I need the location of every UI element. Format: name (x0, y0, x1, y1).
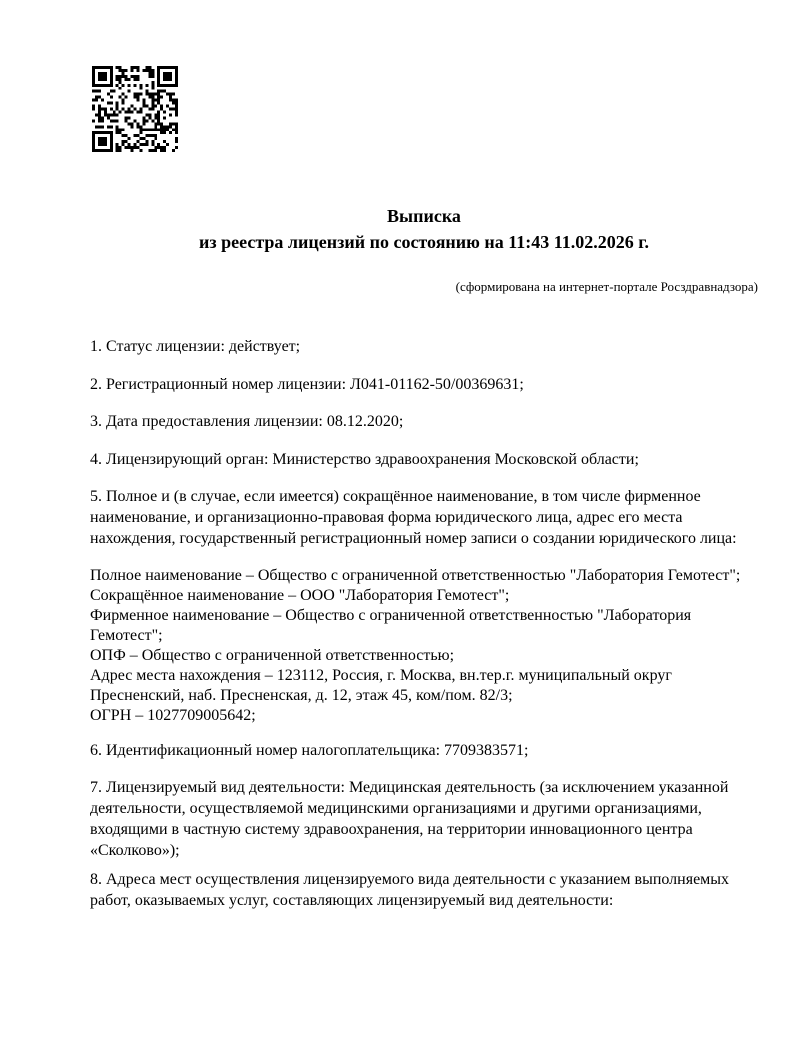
item-license-status: 1. Статус лицензии: действует; (90, 338, 301, 355)
item-activity-type: 7. Лицензируемый вид деятельности: Медицинская деятельность (за исключением указанной деятельности, осуществляемой медицинскими организациями и другими организациями, входящими в частную систему здравоохранения, на территории инновационного центра «Сколково»); (90, 779, 729, 859)
detail-full-name: Полное наименование – Общество с ограниченной ответственностью "Лаборатория Гемотест"; (90, 566, 741, 584)
item-inn: 6. Идентификационный номер налогоплательщика: 7709383571; (90, 741, 529, 759)
detail-short-name: Сокращённое наименование – ООО "Лаборатория Гемотест"; (90, 586, 510, 604)
detail-address: Адрес места нахождения – 123112, Россия, г. Москва, вн.тер.г. муниципальный округ Пресненский, наб. Пресненская, д. 12, этаж 45, ком/пом. 82/3; (90, 666, 672, 704)
detail-brand-name: Фирменное наименование – Общество с ограниченной ответственностью "Лаборатория Гемотест"; (90, 606, 692, 644)
item-grant-date: 3. Дата предоставления лицензии: 08.12.2020; (90, 413, 404, 430)
item-licensing-authority: 4. Лицензирующий орган: Министерство здравоохранения Московской области; (90, 450, 639, 468)
title-line-2: из реестра лицензий по состоянию на 11:43 11.02.2026 г. (199, 232, 649, 252)
document-content (90, 203, 758, 928)
document-title (90, 203, 758, 255)
item-registration-number: 2. Регистрационный номер лицензии: Л041-01162-50/00369631; (90, 375, 524, 393)
detail-opf: ОПФ – Общество с ограниченной ответственностью; (90, 646, 455, 664)
detail-ogrn: ОГРН – 1027709005642; (90, 706, 256, 724)
qr-code-icon (92, 66, 178, 152)
document-body (90, 336, 758, 911)
formation-note: (сформирована на интернет-портале Росздравнадзора) (455, 279, 758, 294)
title-line-1: Выписка (387, 206, 461, 226)
item-addresses-heading: 8. Адреса мест осуществления лицензируемого вида деятельности с указанием выполняемых работ, оказываемых услуг, составляющих лицензируемый вид деятельности: (90, 871, 730, 909)
item-legal-entity-heading: 5. Полное и (в случае, если имеется) сокращённое наименование, в том числе фирменное наименование, и организационно-правовая форма юридического лица, адрес его места нахождения, государственный регистрационный номер записи о создании юридического лица: (90, 488, 737, 547)
company-details (90, 566, 758, 726)
